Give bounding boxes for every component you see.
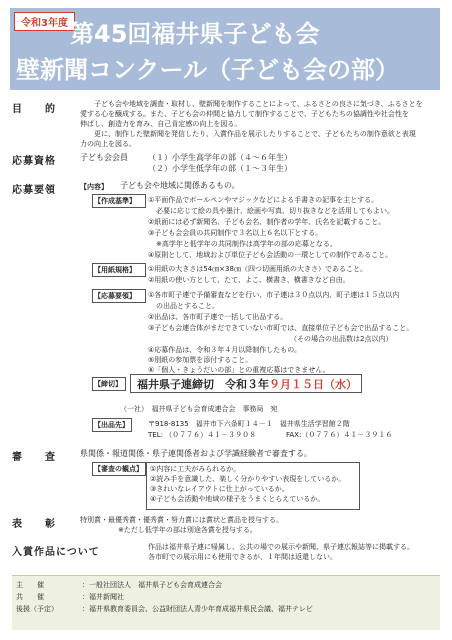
page-title-line1: 第45回福井県子ども会 xyxy=(70,20,320,48)
standard-line: ③子ども会会員の共同制作で３名以上６名以下とする。 xyxy=(148,229,323,237)
standard-line: ※高学年と低学年の共同制作は高学年の部の応募となる。 xyxy=(156,240,337,248)
viewpoint-label: 【審査の観点】 xyxy=(94,465,143,473)
apply-line: ④応募作品は、令和３年４月以降制作したもの。 xyxy=(148,346,301,354)
footer-row xyxy=(16,604,313,614)
standard-line: ①平面作品でボールペンやマジックなどによる手書きの記事を主とする。 xyxy=(148,196,379,204)
deadline-date: ９月１５日（水） xyxy=(269,378,357,391)
eligibility-item: （１）小学生高学年の部（４～６年生） xyxy=(148,153,292,162)
award-line: 特別賞・最優秀賞・優秀賞・努力賞には賞状と賞品を授与する。 xyxy=(80,516,283,524)
viewpoint-item: ④子ども会活動や地域の様子をうまくとらえているか。 xyxy=(150,495,325,503)
footer-key: 共 催 xyxy=(16,593,44,601)
apply-line: ③子ども会連合体がまだできていない市町では、直接単位子ども会で出品すること。 xyxy=(148,324,414,332)
standard-label: 【作成基準】 xyxy=(94,197,136,205)
purpose-line: 子ども会や地域を調査・取材し、壁新聞を制作することによって、ふるさとの良さに気づき、ふるさとを xyxy=(94,100,423,108)
review-label: 審 査 xyxy=(12,452,56,463)
standard-line: ④原則として、地域および単位子ども会活動の一環としての制作であること。 xyxy=(148,251,393,259)
award-label: 表 彰 xyxy=(12,519,56,530)
apply-line: （その場合の出品数は2点以内） xyxy=(290,335,393,343)
deadline-text xyxy=(137,376,357,392)
eligibility-member: 子ども会会員 xyxy=(80,153,128,162)
year-badge: 令和3年度 xyxy=(14,12,75,31)
submission-fax: FAX:（０７７６）４１－３９１６ xyxy=(286,431,393,439)
apply-label: 【応募要領】 xyxy=(94,292,136,300)
apply-line: ⑥「個人・きょうだいの部」との重複応募はできません。 xyxy=(148,366,330,374)
paper-line: ①用紙の大きさは54㎝×38㎝（四つ切画用紙の大きさ）であること。 xyxy=(148,265,367,273)
content-text: 子ども会や地域に関係あるもの。 xyxy=(120,181,240,190)
organizer-footer xyxy=(12,575,440,630)
apply-line: ⑤別紙の参加票を添付すること。 xyxy=(148,356,253,364)
eligibility-item: （２）小学生低学年の部（１～３年生） xyxy=(148,164,292,173)
deadline-box xyxy=(130,374,362,393)
purpose-line: 伸ばし、創造力を育み、自己肯定感の向上を図る。 xyxy=(80,120,242,128)
apply-line: の出品とすること。 xyxy=(156,302,219,310)
purpose-label: 目 的 xyxy=(12,104,56,115)
purpose-line: 力の向上を図る。 xyxy=(80,140,136,148)
content-label: 【内容】 xyxy=(80,183,108,191)
submission-label: 【出品先】 xyxy=(94,421,129,429)
submission-address: 〒918-8135 福井市下六条町１４－１ 福井県生活学習館２階 xyxy=(148,420,350,428)
footer-key: 主 催 xyxy=(16,581,44,589)
purpose-line: 愛する心を醸成する。また、子ども会の仲間と協力して制作することで、子どもたちの協調性や社会性を xyxy=(80,110,409,118)
footer-row xyxy=(16,592,124,602)
deadline-label: 【締切】 xyxy=(94,380,122,388)
apply-line: ①各市町子連で予備審査などを行い、市子連は３０点以内、町子連は１５点以内 xyxy=(148,291,400,299)
page-title-line2: 壁新聞コンクール（子ども会の部） xyxy=(16,56,400,84)
eligibility-label: 応募資格 xyxy=(12,156,56,167)
viewpoint-item: ③きれいなレイアウトに仕上がっているか。 xyxy=(150,485,289,493)
footer-key: 後援（予定） xyxy=(16,605,58,613)
viewpoint-item: ①内容に工夫がみられるか。 xyxy=(150,465,241,473)
winners-label: 入賞作品について xyxy=(12,547,100,558)
footer-value: ：福井県教育委員会、公益財団法人青少年育成福井県民会議、福井テレビ xyxy=(82,605,313,613)
award-line: ※ただし低学年の部は別途各賞を授与する。 xyxy=(118,526,257,534)
review-text: 県関係・報道関係・県子連関係者および学識経験者で審査する。 xyxy=(80,449,312,458)
paper-line: ②用紙の使い方として、たて、よこ、横書き、横書きなど自由。 xyxy=(148,276,350,284)
footer-value: ：一般社団法人 福井県子ども会育成連合会 xyxy=(82,581,222,589)
standard-line: 必要に応じて絵の具や墨汁、絵画や写真、切り抜きなどを活用してもよい。 xyxy=(156,207,394,215)
submission-tel: TEL: （０７７６）４１－３９０８ xyxy=(148,431,257,439)
footer-value: ：福井新聞社 xyxy=(82,593,124,601)
winners-line: 各市町での展示用にも使用できるが、１年間は返還しない。 xyxy=(148,553,337,561)
title-banner xyxy=(10,8,440,90)
standard-line: ②紙面には必ず新聞名、子ども会名、制作者の学年、氏名を記載すること。 xyxy=(148,218,386,226)
deadline-prefix: 福井県子連締切 令和３年 xyxy=(137,378,269,391)
viewpoint-item: ②読み手を意識した、楽しく分かりやすい表現をしているか。 xyxy=(150,475,346,483)
apply-line: ②出品は、各市町子連で一括して出品する。 xyxy=(148,313,288,321)
footer-row xyxy=(16,580,222,590)
submission-org: （一社） 福井県子ども会育成連合会 事務局 宛 xyxy=(120,405,278,413)
winners-line: 作品は福井県子連に帰属し、公共の場での展示や新聞、県子連広報誌等に掲載する。 xyxy=(148,543,414,551)
guidelines-label: 応募要領 xyxy=(12,185,56,196)
paper-label: 【用紙規格】 xyxy=(94,266,136,274)
purpose-line: 更に、制作した壁新聞を発信したり、入賞作品を展示したりすることで、子どもたちの制作意欲と表現 xyxy=(94,130,416,138)
